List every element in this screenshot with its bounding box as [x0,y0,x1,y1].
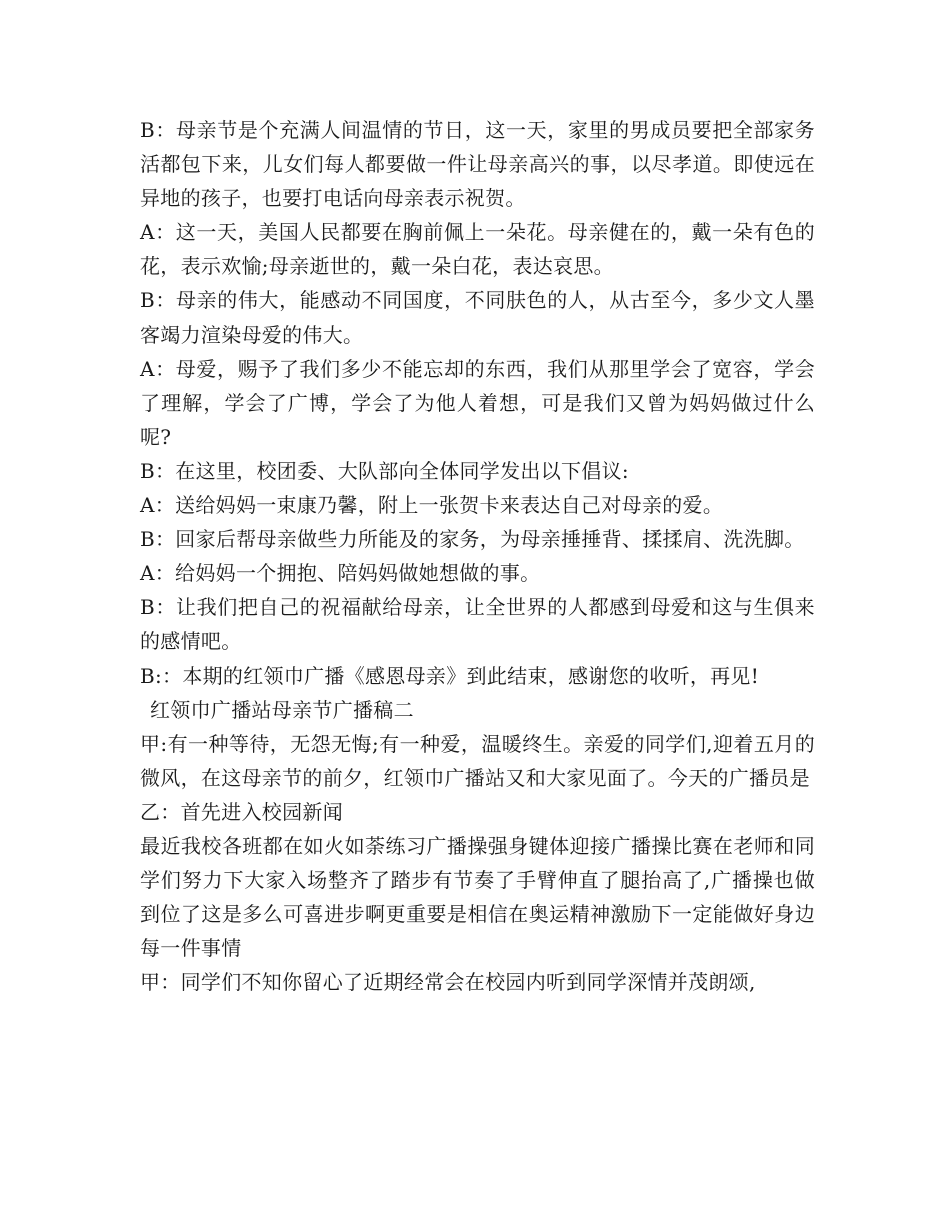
paragraph-7: B：回家后帮母亲做些力所能及的家务，为母亲捶捶背、揉揉肩、洗洗脚。 [140,527,805,552]
paragraph-6: A：送给妈妈一束康乃馨，附上一张贺卡来表达自己对母亲的爱。 [140,493,724,518]
paragraph-1: B：母亲节是个充满人间温情的节日，这一天，家里的男成员要把全部家务活都包下来，儿女们每人都要做一件让母亲高兴的事，以尽孝道。即使远在异地的孩子，也要打电话向母亲表示祝贺。 [140,118,815,211]
paragraph-13: 最近我校各班都在如火如荼练习广播操强身键体迎接广播操比赛在老师和同学们努力下大家入场整齐了踏步有节奏了手臂伸直了腿抬高了,广播操也做到位了这是多么可喜进步啊更重要是相信在奥运精神激励下一定能做好身边每一件事情 [140,833,815,961]
paragraph-5: B：在这里，校团委、大队部向全体同学发出以下倡议: [140,458,629,483]
paragraph-2: A：这一天，美国人民都要在胸前佩上一朵花。母亲健在的，戴一朵有色的花，表示欢愉;母亲逝世的，戴一朵白花，表达哀思。 [140,220,815,279]
paragraph-11: 甲:有一种等待，无怨无悔;有一种爱，温暖终生。亲爱的同学们,迎着五月的微风，在这母亲节的前夕，红领巾广播站又和大家见面了。今天的广播员是 [140,731,815,790]
paragraph-4: A：母爱，赐予了我们多少不能忘却的东西，我们从那里学会了宽容，学会了理解，学会了广博，学会了为他人着想，可是我们又曾为妈妈做过什么呢? [140,356,815,449]
document-body [140,113,815,999]
paragraph-12: 乙：首先进入校园新闻 [140,799,343,824]
section-heading: 红领巾广播站母亲节广播稿二 [150,697,414,722]
paragraph-10: B:：本期的红领巾广播《感恩母亲》到此结束，感谢您的收听，再见! [140,663,760,688]
paragraph-8: A：给妈妈一个拥抱、陪妈妈做她想做的事。 [140,561,541,586]
paragraph-3: B：母亲的伟大，能感动不同国度，不同肤色的人，从古至今，多少文人墨客竭力渲染母爱的伟大。 [140,288,815,347]
paragraph-9: B：让我们把自己的祝福献给母亲，让全世界的人都感到母爱和这与生俱来的感情吧。 [140,595,815,654]
paragraph-14: 甲：同学们不知你留心了近期经常会在校园内听到同学深情并茂朗颂, [140,970,756,995]
